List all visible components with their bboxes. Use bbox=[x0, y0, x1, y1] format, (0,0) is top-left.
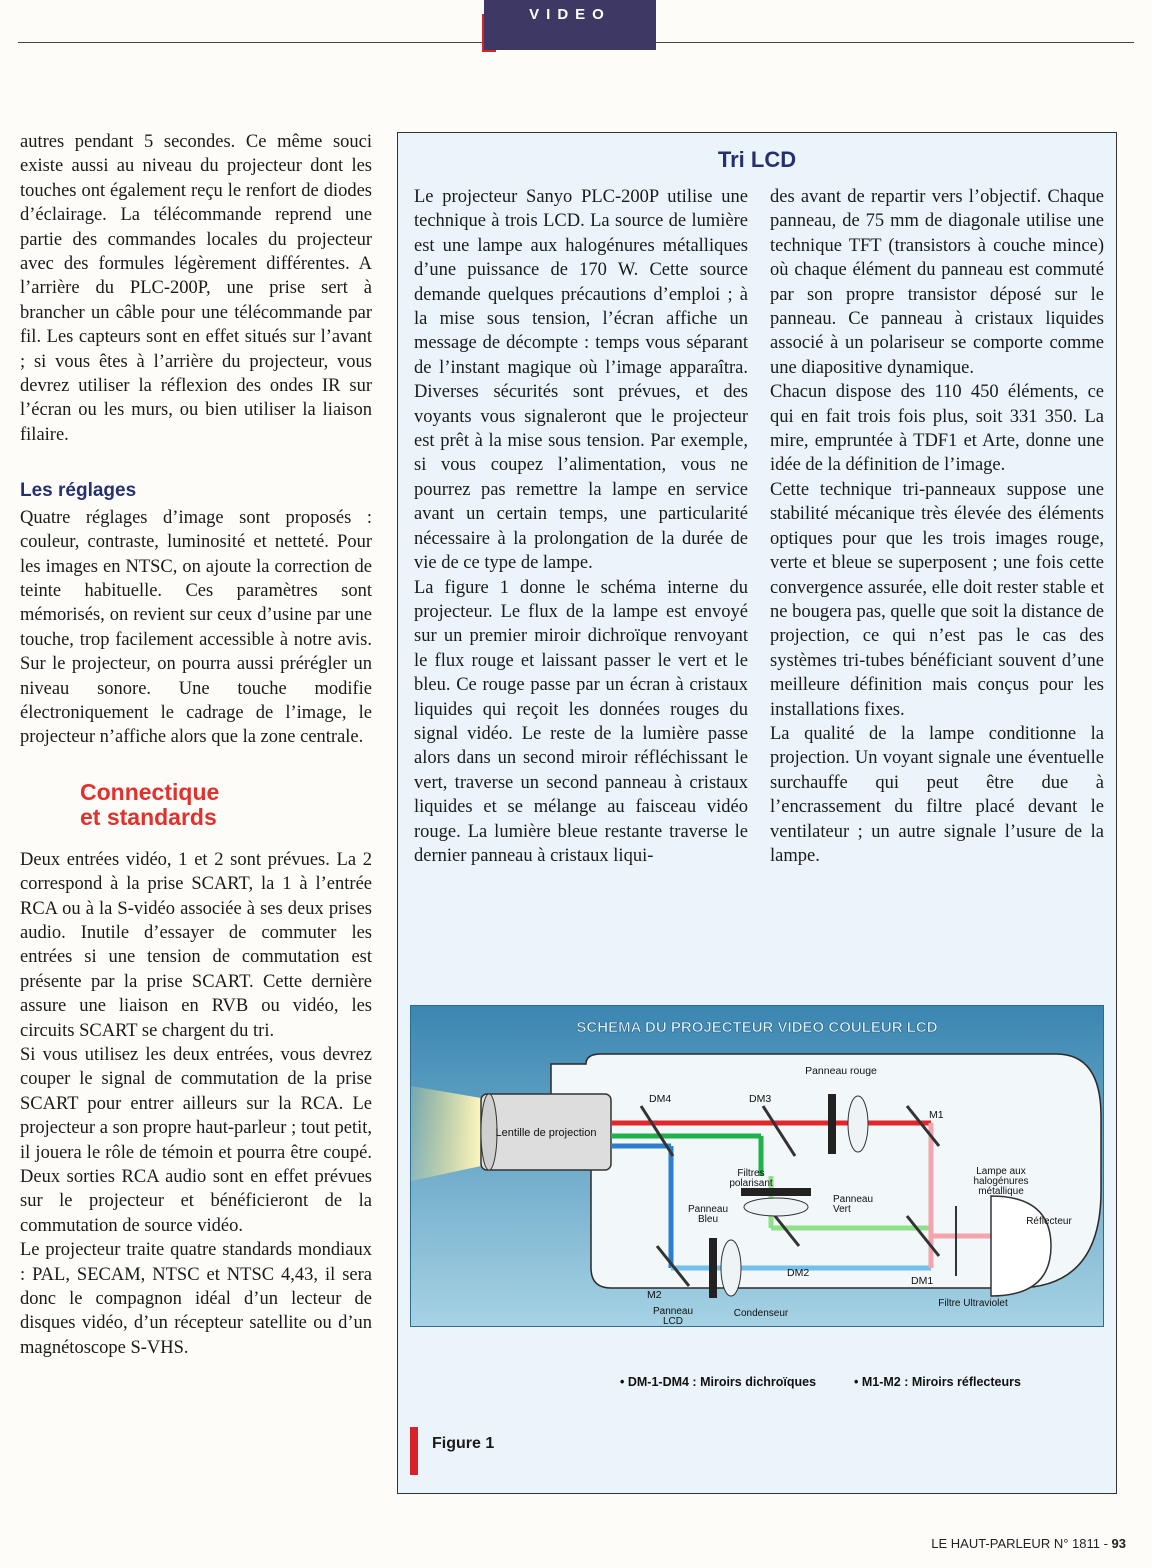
label-m1: M1 bbox=[929, 1109, 944, 1121]
box-paragraph-a2: La figure 1 donne le schéma interne du projecteur. Le flux de la lampe est envoyé sur un premier miroir dichroïque renvoyant le flux rouge et laissant passer le vert et le bleu. Ce rouge passe par un écran à cristaux liquides qui reçoit les données rouges du signal vidéo. Le reste de la lumière passe alors dans un second miroir réfléchissant le vert, traverse un second panneau à cristaux liquides et se mélange au faisceau vidéo rouge. La lumière bleue restante traverse le dernier panneau à cristaux liqui- bbox=[414, 577, 748, 866]
label-condenser: Condenseur bbox=[733, 1308, 789, 1319]
label-dm1: DM1 bbox=[911, 1275, 934, 1287]
light-beam bbox=[411, 1086, 481, 1181]
label-filters-2: polarisant bbox=[729, 1178, 773, 1189]
label-uv-filter: Filtre Ultraviolet bbox=[938, 1298, 1008, 1309]
box-title: Tri LCD bbox=[717, 147, 797, 172]
sidebar-box-tri-lcd bbox=[397, 132, 1117, 1494]
section-tab: VIDEO bbox=[484, 0, 656, 50]
projector-diagram-svg bbox=[411, 1006, 1103, 1326]
footer-page-number: 93 bbox=[1111, 1536, 1126, 1551]
box-paragraph-a1: Le projecteur Sanyo PLC-200P utilise une technique à trois LCD. La source de lumière est une lampe aux halogénures métalliques d’une puissance de 170 W. Cette source demande quelques précautions d’emploi ; à la mise sous tension, l’écran affiche un message de décompte : temps vous séparant de l’instant magique où l’image apparaîtra. Diverses sécurités sont prévues, et des voyants vous signaleront que le projecteur est prêt à la mise sous tension. Par exemple, si vous coupez l’alimentation, vous ne pourrez pas remettre la lampe en service avant un certain temps, une particularité nécessaire à la prolongation de la durée de vie de ce type de lampe. bbox=[414, 187, 748, 574]
box-column-left bbox=[414, 185, 748, 868]
box-paragraph-b2: Chacun dispose des 110 450 éléments, ce qui en fait trois fois plus, soit 331 350. La mire, empruntée à TDF1 et Arte, donne une idée de la définition de l’image. bbox=[770, 382, 1104, 476]
label-m2: M2 bbox=[647, 1289, 662, 1301]
label-red-panel: Panneau rouge bbox=[805, 1065, 877, 1077]
label-green-panel-1: Panneau bbox=[833, 1194, 874, 1205]
left-column bbox=[20, 130, 372, 1360]
label-green-panel-2: Vert bbox=[833, 1204, 851, 1215]
red-lcd-panel bbox=[828, 1094, 836, 1154]
green-condenser bbox=[744, 1198, 808, 1216]
left-paragraph-3: Deux entrées vidéo, 1 et 2 sont prévues. La 2 correspond à la prise SCART, la 1 à l’entrée RCA ou à la S-vidéo associée à ses deux prises audio. Inutile d’essayer de commuter les entrées si une tension de commutation est présente par la prise SCART. Cette dernière assure une liaison en RVB ou vidéo, les circuits SCART se chargent du tri. bbox=[20, 849, 372, 1041]
label-lens: Lentille de projection bbox=[495, 1127, 597, 1139]
label-blue-panel-1: Panneau bbox=[687, 1204, 729, 1215]
label-lamp-1: Lampe aux bbox=[976, 1166, 1026, 1177]
green-lcd-panel bbox=[741, 1188, 811, 1196]
left-paragraph-1: autres pendant 5 secondes. Ce même souci existe aussi au niveau du projecteur dont les touches ont également reçu le renfort de diodes d’éclairage. La télécommande reprend une partie des commandes locales du projecteur avec des formules légèrement différentes. A l’arrière du PLC-200P, une prise sert à brancher un câble pour une télécommande par fil. Les capteurs sont en effet situés sur l’avant ; si vous êtes à l’arrière du projecteur, vous devrez utiliser la réflexion des ondes IR sur l’écran ou les murs, ou bien utiliser la liaison filaire. bbox=[20, 132, 372, 445]
projector-diagram bbox=[410, 1005, 1104, 1327]
page-footer bbox=[931, 1536, 1126, 1551]
footer-magazine: LE HAUT-PARLEUR N° 1811 - bbox=[931, 1536, 1112, 1551]
label-lamp-2: halogénures bbox=[973, 1176, 1029, 1187]
label-lcd-panel-2: LCD bbox=[662, 1316, 684, 1326]
heading-connectique bbox=[80, 780, 372, 830]
box-paragraph-b4: La qualité de la lampe conditionne la projection. Un voyant signale une éventuelle surchauffe qui peut être due à l’encrassement du filtre placé devant le ventilateur ; un autre signale l’usure de la lampe. bbox=[770, 723, 1104, 866]
label-dm3: DM3 bbox=[749, 1093, 772, 1105]
heading-connectique-line1: Connectique bbox=[80, 778, 220, 805]
label-lamp-3: métallique bbox=[978, 1186, 1024, 1197]
label-dm2: DM2 bbox=[787, 1267, 810, 1279]
label-dm4: DM4 bbox=[649, 1093, 672, 1105]
box-paragraph-b3: Cette technique tri-panneaux suppose une stabilité mécanique très élevée des éléments optiques pour que les trois images rouge, verte et bleue se superposent ; une fois cette convergence assurée, elle doit rester stable et ne bougera pas, quelle que soit la distance de projection, ce qui n’est pas le cas des systèmes tri-tubes bénéficiant souvent d’une meilleure définition mais conçus pour les installations fixes. bbox=[770, 479, 1104, 720]
blue-condenser bbox=[721, 1240, 741, 1296]
left-paragraph-4: Si vous utilisez les deux entrées, vous devrez couper le signal de commutation de la prise SCART pour entrer ailleurs sur la RCA. Le projecteur a son propre haut-parleur ; tout petit, il jouera le rôle de témoin et pourra être coupé. Deux sorties RCA audio sont en effet prévues sur le projecteur et bénéficieront de la commutation de source vidéo. bbox=[20, 1045, 372, 1236]
figure-caption: Figure 1 bbox=[432, 1435, 495, 1452]
legend-dichroic: • DM-1-DM4 : Miroirs dichroïques bbox=[620, 1375, 817, 1389]
label-lcd-panel-1: Panneau bbox=[652, 1306, 694, 1317]
left-paragraph-5: Le projecteur traite quatre standards mondiaux : PAL, SECAM, NTSC et NTSC 4,43, il sera donc le compagnon idéal d’un lecteur de disques vidéo, d’un récepteur satellite ou d’un magnétoscope S-VHS. bbox=[20, 1240, 372, 1358]
box-paragraph-b1: des avant de repartir vers l’objectif. Chaque panneau, de 75 mm de diagonale utilise une technique TFT (transistors à couche mince) où chaque élément du panneau est commuté par son propre transistor déposé sur le panneau. Ce panneau à cristaux liquides associé à un polariseur se comporte comme une diapositive dynamique. bbox=[770, 187, 1104, 378]
box-column-right bbox=[770, 185, 1104, 868]
figure-caption-accent bbox=[410, 1427, 418, 1475]
label-filters-1: Filtres bbox=[737, 1168, 765, 1179]
label-reflector: Réflecteur bbox=[1026, 1216, 1072, 1227]
heading-reglages: Les réglages bbox=[20, 480, 137, 502]
diagram-title: SCHEMA DU PROJECTEUR VIDEO COULEUR LCD bbox=[576, 1019, 938, 1036]
label-blue-panel-2: Bleu bbox=[697, 1214, 719, 1225]
heading-connectique-line2: et standards bbox=[80, 803, 217, 830]
red-condenser bbox=[848, 1096, 868, 1152]
legend-reflectors: • M1-M2 : Miroirs réflecteurs bbox=[854, 1375, 1021, 1389]
blue-lcd-panel bbox=[709, 1238, 717, 1298]
left-paragraph-2: Quatre réglages d’image sont proposés : couleur, contraste, luminosité et netteté. Pour les images en NTSC, on ajoute la correction de teinte habituelle. Ces paramètres sont mémorisés, on revient sur ceux d’usine par une touche, trop facilement accessible à notre avis. Sur le projecteur, on pourra aussi prérégler un niveau sonore. Une touche modifie électroniquement le cadrage de l’image, le projecteur n’affiche alors que la zone centrale. bbox=[20, 507, 372, 748]
